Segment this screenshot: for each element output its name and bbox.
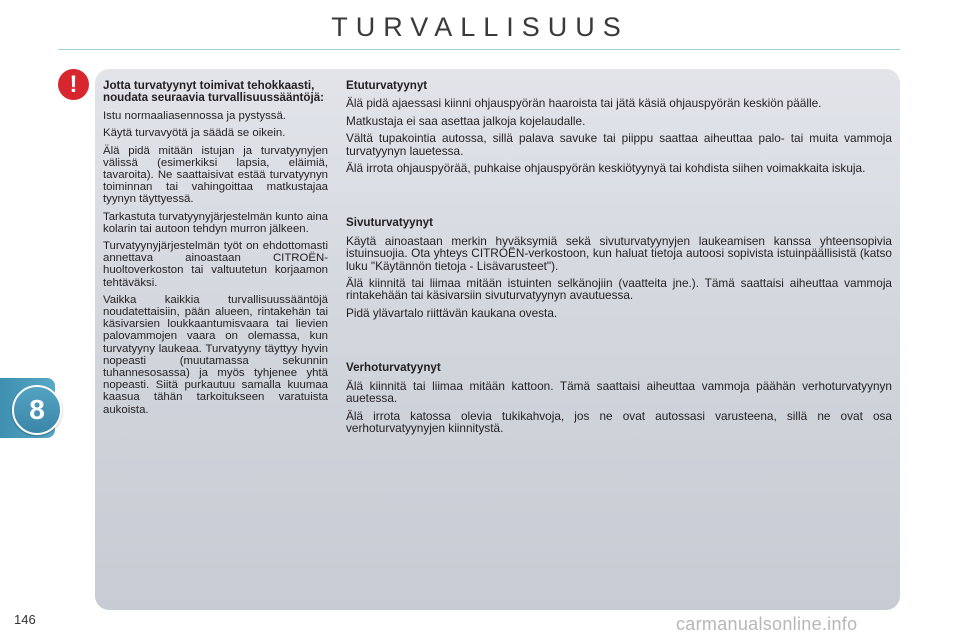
page-number: 146 xyxy=(14,612,36,627)
section-paragraph: Älä irrota ohjauspyörää, puhkaise ohjauspyörän keskiötyynyä tai kohdista siihen voimakkaita iskuja. xyxy=(346,161,866,176)
side-airbags-section xyxy=(346,217,892,319)
safety-rules-column xyxy=(103,80,328,421)
section-paragraph: Pidä ylävartalo riittävän kaukana ovesta. xyxy=(346,305,558,320)
rule-paragraph: Istu normaaliasennossa ja pystyssä. xyxy=(103,110,286,123)
rule-paragraph: Vaikka kaikkia turvallisuussääntöjä noudatettaisiin, pään alueen, rintakehän tai käsivarsien loukkaantumisvaara tai lievien palovammojen vaara on olemassa, kun turvatyyny laukeaa. Turvatyyny täyttyy hyvin nopeasti (muutamassa sekunnin tuhannesosassa) ja myös tyhjenee yhtä nopeasti. Siitä purkautuu samalla kuumaa kaasua tähän tarkoitukseen varatuista aukoista. xyxy=(103,293,328,416)
section-heading: Etuturvatyynyt xyxy=(346,79,428,92)
safety-rules-heading: Jotta turvatyynyt toimivat tehokkaasti, noudata seuraavia turvallisuussääntöjä: xyxy=(103,79,325,104)
rule-paragraph: Käytä turvavyötä ja säädä se oikein. xyxy=(103,127,286,140)
section-paragraph: Käytä ainoastaan merkin hyväksymiä sekä sivuturvatyynyjen laukeamisen kanssa yhteensopivia istuinsuojia. Ota yhteys CITROËN-verkostoon, kun haluat tietoja autoosi sopivista istuinpäällisistä (katso luku "Käytännön tietoja - Lisävarusteet"). xyxy=(346,233,892,273)
section-paragraph: Älä irrota katossa olevia tukikahvoja, jos ne ovat autossasi varusteena, sillä ne ovat osa verhoturvatyynyjen kiinnitystä. xyxy=(346,408,892,435)
section-paragraph: Älä kiinnitä tai liimaa mitään kattoon. Tämä saattaisi aiheuttaa vammoja päähän verhoturvatyynyn auetessa. xyxy=(346,378,892,406)
rule-paragraph: Turvatyynyjärjestelmän työt on ehdottomasti annettava ainoastaan CITROËN-huoltoverkoston tai valtuutetun korjaamon tehtäväksi. xyxy=(103,240,328,289)
rule-paragraph: Tarkastuta turvatyynyjärjestelmän kunto aina kolarin tai autoon tehdyn murron jälkeen. xyxy=(103,210,328,235)
curtain-airbags-section xyxy=(346,362,892,434)
section-paragraph: Matkustaja ei saa asettaa jalkoja kojelaudalle. xyxy=(346,113,586,128)
chapter-number: 8 xyxy=(12,385,62,435)
rule-paragraph: Älä pidä mitään istujan ja turvatyynyjen välissä (esimerkiksi lapsia, eläimiä, tavaroita). Ne saattaisivat estää turvatyynyn toiminnan tai vahingoittaa matkustajaa tyynyn täyttyessä. xyxy=(103,144,328,206)
front-airbags-section xyxy=(346,80,892,174)
section-heading: Sivuturvatyynyt xyxy=(346,216,433,230)
warning-icon: ! xyxy=(58,69,89,100)
section-heading: Verhoturvatyynyt xyxy=(346,361,441,375)
section-paragraph: Älä kiinnitä tai liimaa mitään istuinten selkänojiin (vaatteita jne.). Tämä saattaisi aiheuttaa vammoja rintakehään tai käsivarsiin sivuturvatyynyn avautuessa. xyxy=(346,276,892,303)
section-paragraph: Vältä tupakointia autossa, sillä palava savuke tai piippu saattaa aiheuttaa palo- tai muita vammoja turvatyynyn lauetessa. xyxy=(346,131,892,158)
watermark: carmanualsonline.info xyxy=(676,614,858,634)
section-paragraph: Älä pidä ajaessasi kiinni ohjauspyörän haaroista tai jätä käsiä ohjauspyörän keskiön päälle. xyxy=(346,96,822,111)
page-title: TURVALLISUUS xyxy=(331,12,629,42)
airbag-sections-column xyxy=(346,80,892,439)
title-divider xyxy=(58,49,900,50)
